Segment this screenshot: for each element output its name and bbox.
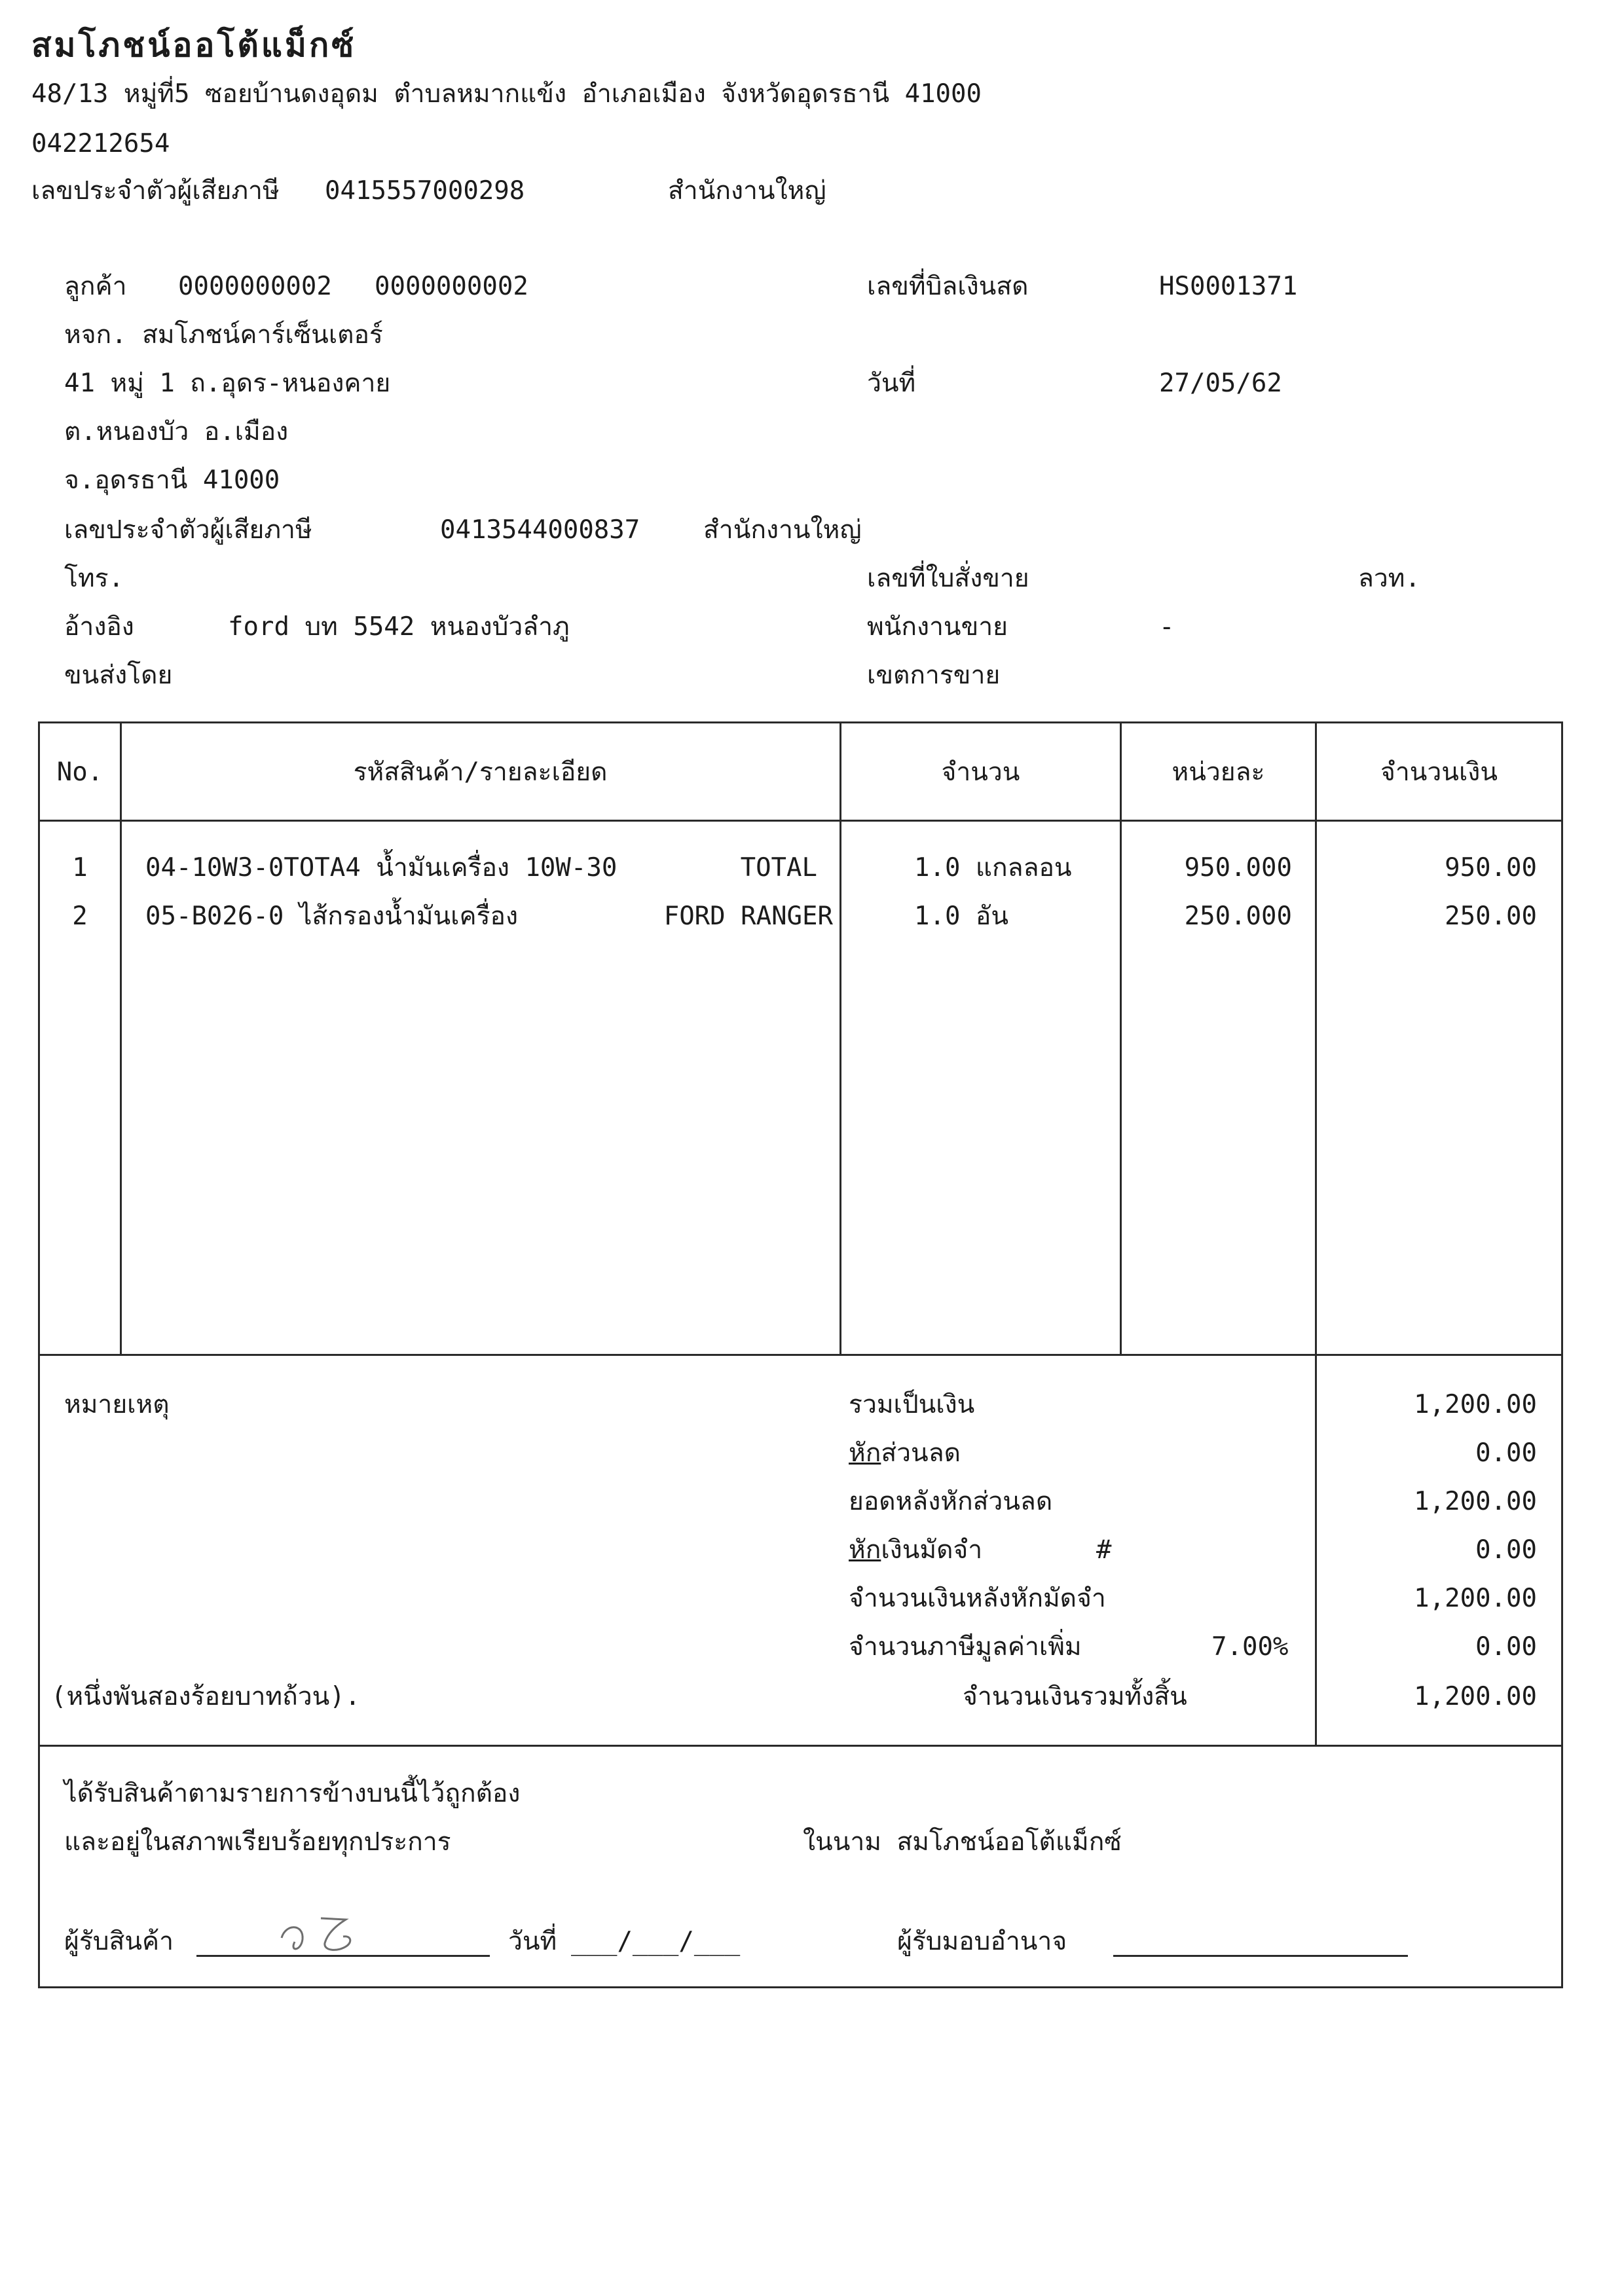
authorized-label: ผู้รับมอบอำนาจ: [897, 1927, 1067, 1956]
receiver-signature: [275, 1912, 380, 1961]
after-discount-label: ยอดหลังหักส่วนลด: [849, 1487, 1053, 1516]
row-qty: 1.0 อัน: [914, 902, 1009, 931]
discount-text: ส่วนลด: [881, 1438, 961, 1468]
receive-date-label: วันที่: [508, 1927, 557, 1956]
row-amount: 250.00: [1445, 902, 1537, 931]
grand-total-value: 1,200.00: [1414, 1682, 1537, 1711]
deposit-label: [849, 1537, 982, 1563]
on-behalf-of: ในนาม สมโภชน์ออโต้แม็กซ์: [803, 1827, 1122, 1857]
deposit-text: เงินมัดจำ: [881, 1535, 983, 1565]
header-no: No.: [56, 757, 103, 787]
row-code: 04-10W3-0TOTA4 น้ำมันเครื่อง 10W-30: [145, 853, 618, 883]
company-name: สมโภชน์ออโต้แม็กซ์: [31, 26, 357, 64]
bill-no: HS0001371: [1159, 272, 1298, 301]
customer-label: ลูกค้า: [64, 272, 127, 301]
deposit-prefix: หัก: [849, 1535, 881, 1565]
bill-date: 27/05/62: [1159, 369, 1282, 398]
row-brand: FORD RANGER: [663, 902, 833, 931]
deposit-value: 0.00: [1475, 1535, 1537, 1565]
customer-branch: สำนักงานใหญ่: [703, 515, 862, 545]
header-unit-price: หน่วยละ: [1172, 757, 1265, 787]
salesperson-label: พนักงานขาย: [867, 612, 1008, 642]
subtotal-label: รวมเป็นเงิน: [849, 1390, 975, 1419]
row-amount: 950.00: [1445, 853, 1537, 883]
row-unit-price: 950.000: [1184, 853, 1292, 883]
customer-code-2: 0000000002: [375, 272, 528, 301]
sales-area-label: เขตการขาย: [867, 661, 1001, 690]
deposit-hash: #: [1096, 1535, 1112, 1565]
discount-label: [849, 1440, 961, 1466]
customer-ref-value: ford บท 5542 หนองบัวลำภู: [228, 612, 570, 642]
customer-ref-label: อ้างอิง: [64, 612, 134, 642]
row-no: 1: [72, 853, 88, 883]
after-deposit-value: 1,200.00: [1414, 1584, 1537, 1613]
customer-tax-id: 0413544000837: [440, 515, 640, 545]
header-quantity: จำนวน: [941, 757, 1020, 787]
vat-label: จำนวนภาษีมูลค่าเพิ่ม: [849, 1632, 1082, 1662]
vat-rate: 7.00%: [1211, 1632, 1289, 1662]
salesperson-value: -: [1159, 612, 1175, 642]
row-qty: 1.0 แกลลอน: [914, 853, 1072, 883]
company-phone: 042212654: [31, 129, 170, 158]
received-statement-1: ได้รับสินค้าตามรายการข้างบนนี้ไว้ถูกต้อง: [64, 1779, 521, 1808]
customer-ship-label: ขนส่งโดย: [64, 661, 173, 690]
subtotal-value: 1,200.00: [1414, 1390, 1537, 1419]
remark-label: หมายเหตุ: [64, 1390, 170, 1419]
header-amount: จำนวนเงิน: [1380, 757, 1498, 787]
header-description: รหัสสินค้า/รายละเอียด: [353, 757, 608, 787]
bill-date-label: วันที่: [867, 369, 916, 398]
received-statement-2: และอยู่ในสภาพเรียบร้อยทุกประการ: [64, 1827, 451, 1857]
row-code: 05-B026-0 ไส้กรองน้ำมันเครื่อง: [145, 902, 519, 931]
after-deposit-label: จำนวนเงินหลังหักมัดจำ: [849, 1584, 1106, 1613]
row-brand: TOTAL: [740, 853, 817, 883]
company-address: 48/13 หมู่ที่5 ซอยบ้านดงอุดม ตำบลหมากแข้ง อำเภอเมือง จังหวัดอุดรธานี 41000: [31, 79, 982, 109]
grand-total-label: จำนวนเงินรวมทั้งสิ้น: [963, 1682, 1187, 1711]
customer-tax-label: เลขประจำตัวผู้เสียภาษี: [64, 515, 312, 545]
discount-value: 0.00: [1475, 1438, 1537, 1468]
company-branch: สำนักงานใหญ่: [668, 176, 826, 206]
customer-address-3: จ.อุดรธานี 41000: [64, 465, 280, 495]
authorized-signature-line: [1113, 1955, 1408, 1957]
order-no-label: เลขที่ใบสั่งขาย: [867, 564, 1029, 593]
after-discount-value: 1,200.00: [1414, 1487, 1537, 1516]
receive-date-blank: ___/___/___: [571, 1927, 741, 1956]
row-unit-price: 250.000: [1184, 902, 1292, 931]
customer-name: หจก. สมโภชน์คาร์เซ็นเตอร์: [64, 320, 383, 350]
company-tax-label: เลขประจำตัวผู้เสียภาษี: [31, 176, 280, 206]
customer-code-1: 0000000002: [178, 272, 332, 301]
bill-no-label: เลขที่บิลเงินสด: [867, 272, 1029, 301]
customer-address-1: 41 หมู่ 1 ถ.อุดร-หนองคาย: [64, 369, 391, 398]
order-suffix: ลวท.: [1358, 564, 1420, 593]
company-tax-id: 0415557000298: [325, 176, 525, 206]
customer-address-2: ต.หนองบัว อ.เมือง: [64, 417, 289, 446]
customer-phone-label: โทร.: [64, 564, 124, 593]
row-no: 2: [72, 902, 88, 931]
vat-value: 0.00: [1475, 1632, 1537, 1662]
amount-in-words: (หนึ่งพันสองร้อยบาทถ้วน).: [51, 1682, 361, 1711]
receiver-label: ผู้รับสินค้า: [64, 1927, 174, 1956]
discount-prefix: หัก: [849, 1438, 881, 1468]
